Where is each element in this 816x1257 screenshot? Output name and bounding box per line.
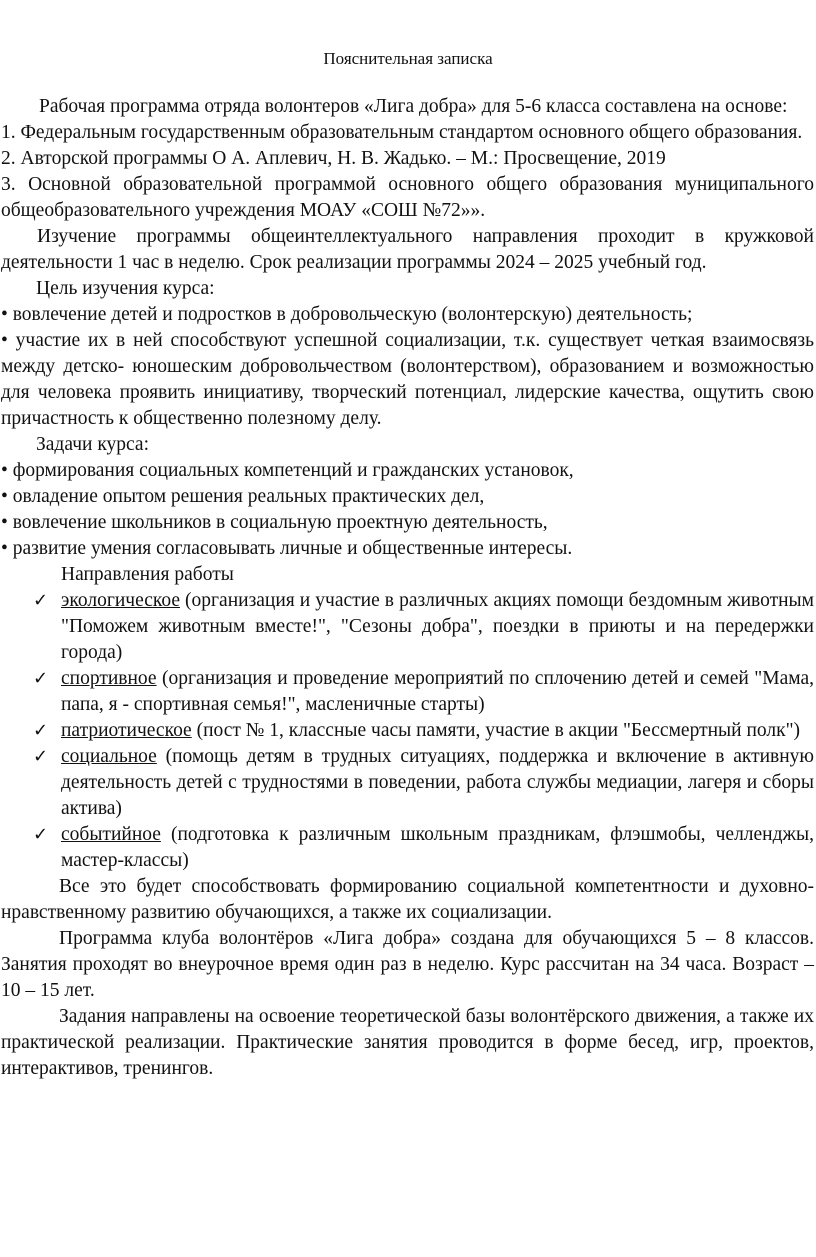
goal-item-2: • участие их в ней способствуют успешной социализации, т.к. существует четкая взаимосвязь между детско- юношеским добровольчеством (волонтерством), образованием и возможностью для человека проявить инициативу, творческий потенциал, лидерские качества, ощутить свою причастность к общественно полезному делу. [1, 330, 814, 429]
intro-paragraph: Рабочая программа отряда волонтеров «Лига добра» для 5-6 класса составлена на основе: [39, 96, 788, 117]
direction-name: патриотическое [61, 720, 192, 741]
task-item-4: • развитие умения согласовывать личные и общественные интересы. [1, 538, 573, 559]
direction-item [33, 744, 814, 822]
basis-item-1: 1. Федеральным государственным образовательным стандартом основного общего образования. [1, 122, 803, 143]
program-paragraph: Программа клуба волонтёров «Лига добра» создана для обучающихся 5 – 8 классов. Занятия проходят во внеурочное время один раз в неделю. Курс рассчитан на 34 часа. Возраст – 10 – 15 лет. [1, 928, 814, 1001]
direction-desc: (подготовка к различным школьным праздникам, флэшмобы, челленджы, мастер-классы) [61, 824, 814, 871]
check-mark-icon: ✓ [33, 720, 49, 741]
direction-desc: (организация и участие в различных акциях помощи бездомным животным "Поможем животным вместе!", "Сезоны добра", поездки в приюты и на передержки города) [61, 590, 814, 663]
direction-name: спортивное [61, 668, 157, 689]
direction-item [33, 588, 814, 666]
task-item-1: • формирования социальных компетенций и гражданских установок, [1, 460, 574, 481]
direction-item [33, 718, 814, 744]
task-item-3: • вовлечение школьников в социальную проектную деятельность, [1, 512, 548, 533]
summary-paragraph: Все это будет способствовать формированию социальной компетентности и духовно-нравственному развитию обучающихся, а также их социализации. [1, 876, 814, 923]
study-paragraph: Изучение программы общеинтеллектуального направления проходит в кружковой деятельности 1 час в неделю. Срок реализации программы 2024 – 2025 учебный год. [1, 226, 814, 273]
direction-name: социальное [61, 746, 157, 767]
tasks-heading: Задачи курса: [36, 434, 150, 455]
directions-heading: Направления работы [61, 564, 234, 585]
goal-heading: Цель изучения курса: [36, 278, 215, 299]
direction-name: экологическое [61, 590, 180, 611]
basis-item-3: 3. Основной образовательной программой основного общего образования муниципального общеобразовательного учреждения МОАУ «СОШ №72»». [1, 174, 814, 221]
direction-desc: (помощь детям в трудных ситуациях, поддержка и включение в активную деятельность детей с трудностями в поведении, работа службы медиации, лагеря и сборы актива) [61, 746, 814, 819]
task-item-2: • овладение опытом решения реальных практических дел, [1, 486, 485, 507]
check-mark-icon: ✓ [33, 824, 49, 845]
assignments-paragraph: Задания направлены на освоение теоретической базы волонтёрского движения, а также их практической реализации. Практические занятия проводится в форме бесед, игр, проектов, интерактивов, тренингов. [1, 1006, 814, 1079]
direction-item [33, 822, 814, 874]
page-title: Пояснительная записка [323, 49, 493, 68]
check-mark-icon: ✓ [33, 746, 49, 767]
check-mark-icon: ✓ [33, 590, 49, 611]
direction-name: событийное [61, 824, 161, 845]
direction-item [33, 666, 814, 718]
direction-desc: (организация и проведение мероприятий по сплочению детей и семей "Мама, папа, я - спортивная семья!", масленичные старты) [61, 668, 814, 715]
directions-list [1, 588, 814, 874]
goal-item-1: • вовлечение детей и подростков в добровольческую (волонтерскую) деятельность; [1, 304, 693, 325]
direction-desc: (пост № 1, классные часы памяти, участие в акции "Бессмертный полк") [191, 720, 801, 741]
check-mark-icon: ✓ [33, 668, 49, 689]
basis-item-2: 2. Авторской программы О А. Аплевич, Н. В. Жадько. – М.: Просвещение, 2019 [1, 148, 666, 169]
document-body [0, 94, 816, 1082]
